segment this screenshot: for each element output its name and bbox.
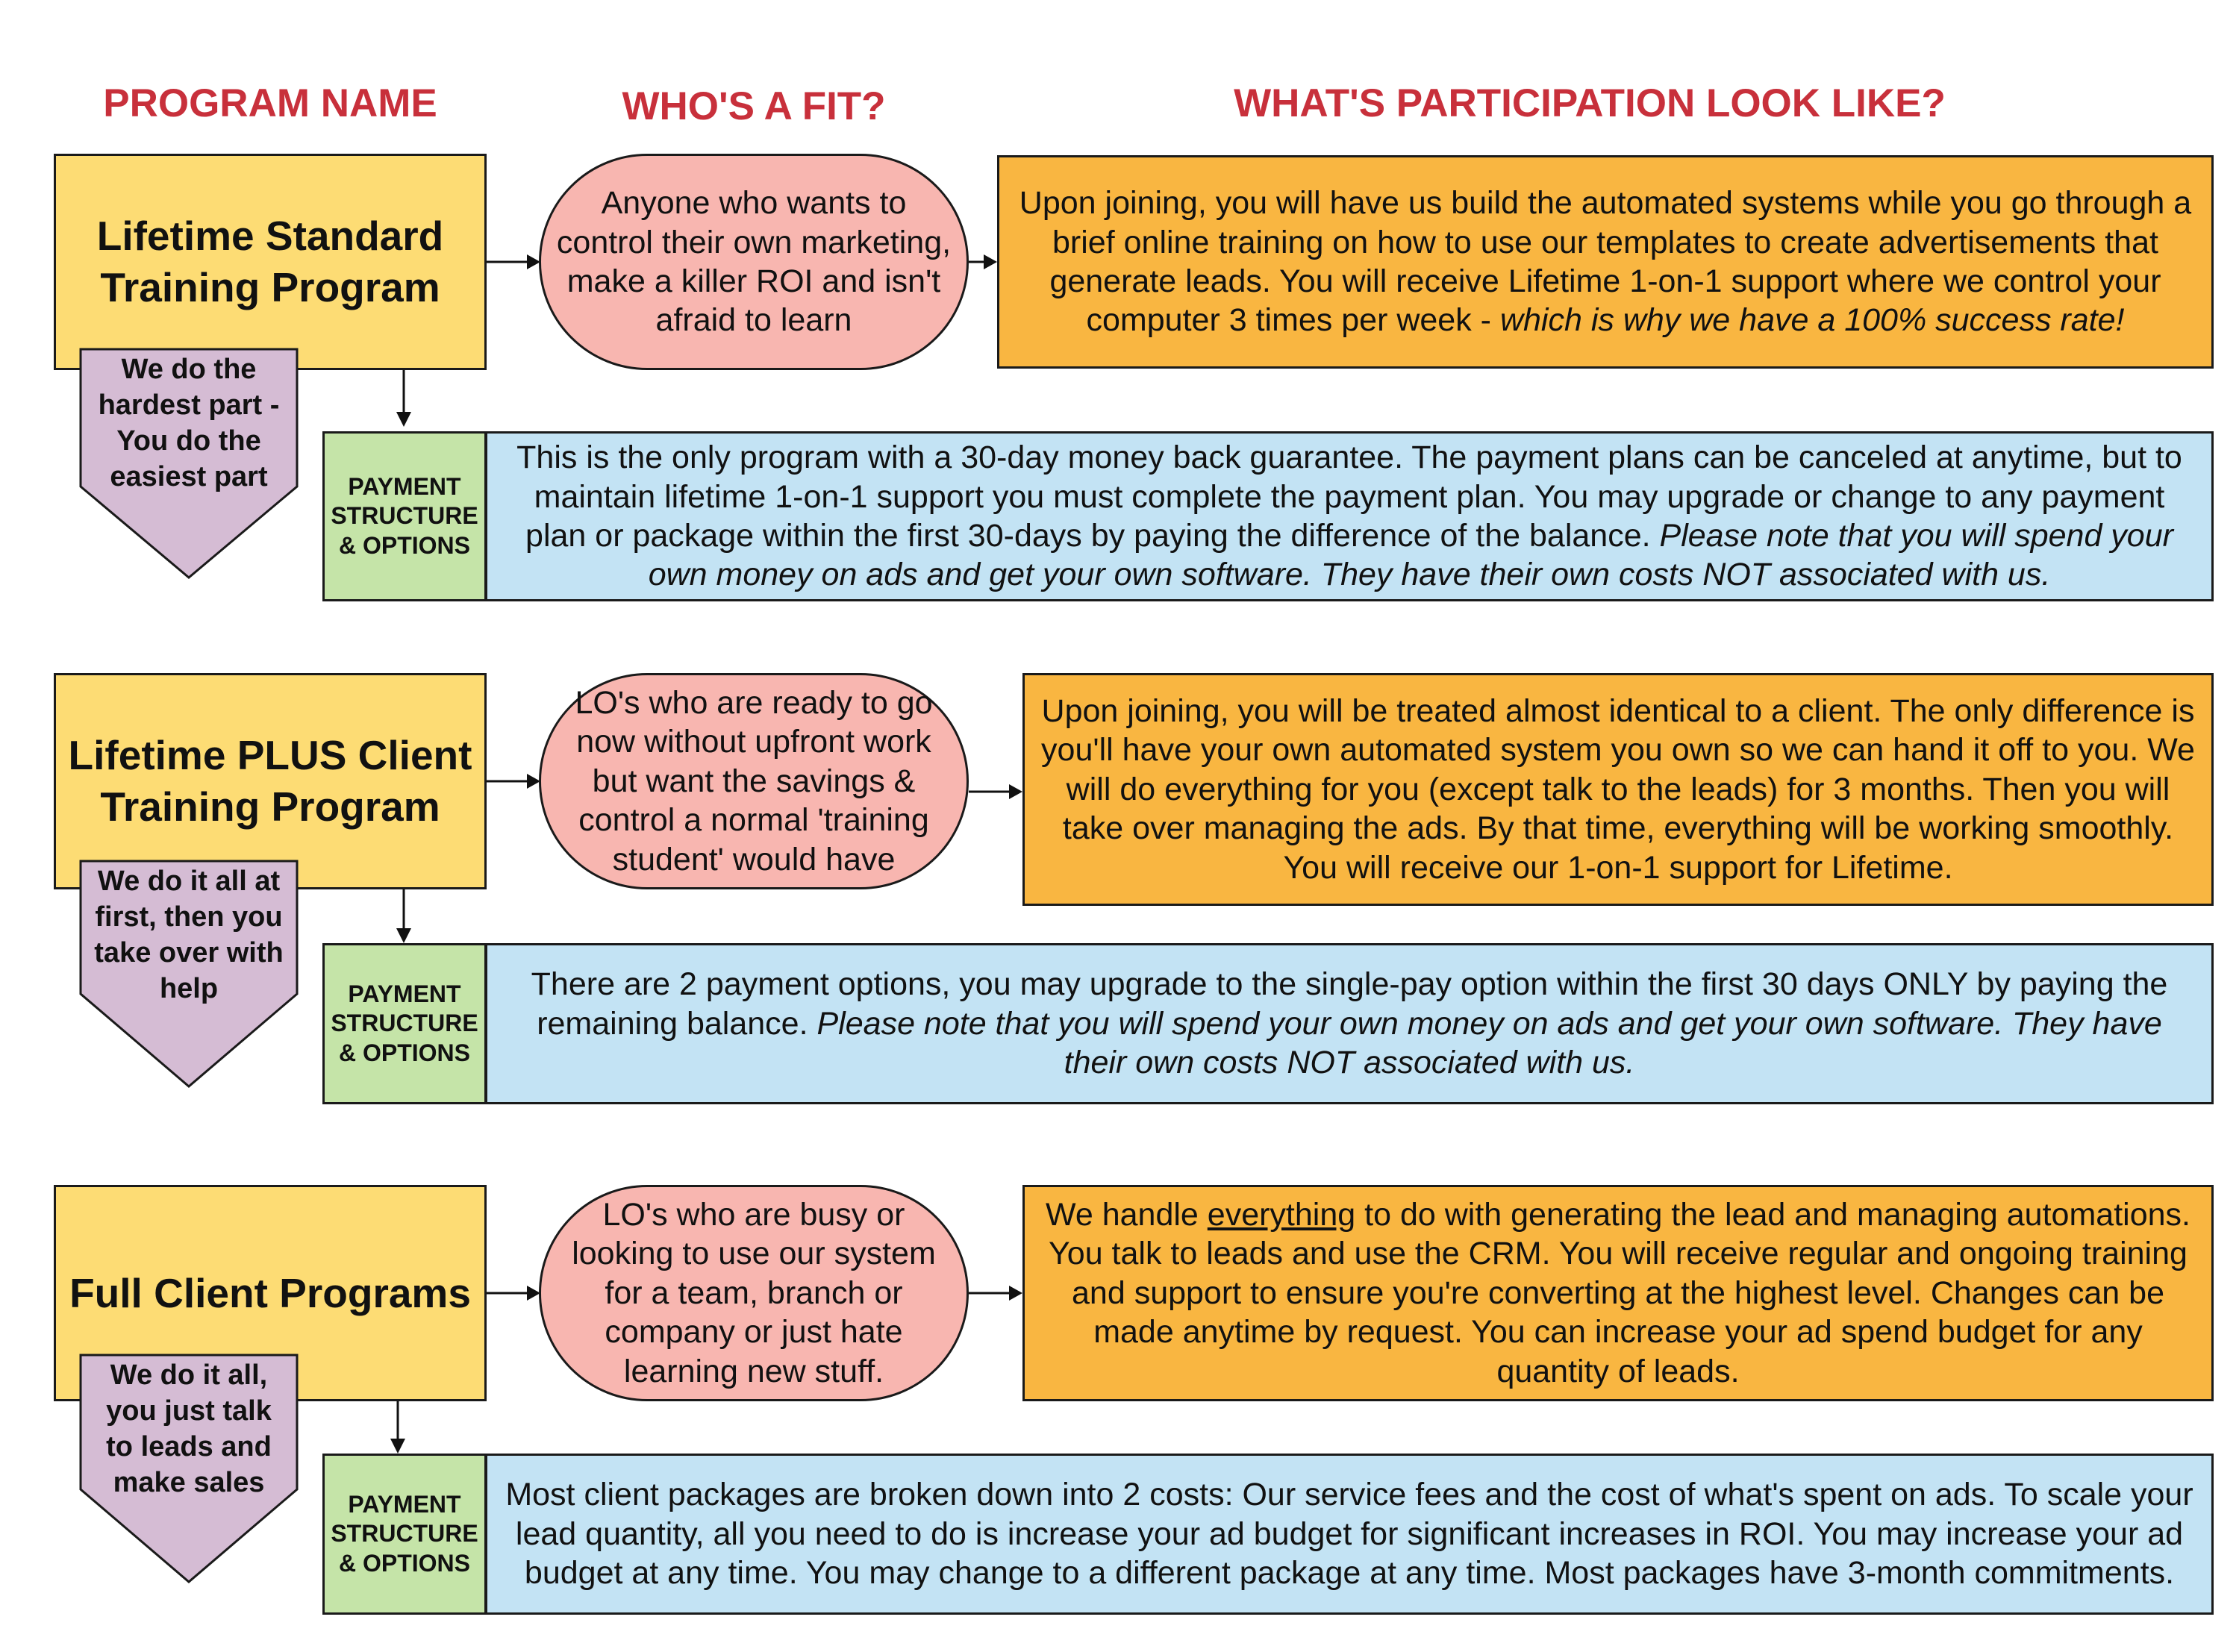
callout-text: We do the hardest part - You do the easiest part: [98, 354, 280, 492]
payment-text-box: [485, 943, 2214, 1104]
header-program-name: PROGRAM NAME: [103, 81, 437, 125]
participation-box: [1022, 1185, 2214, 1401]
header-whos-a-fit: WHO'S A FIT?: [622, 84, 886, 128]
fit-box: LO's who are busy or looking to use our system for a team, branch or company or just hate learning new stuff.: [539, 1185, 969, 1401]
payment-label-box: PAYMENT STRUCTURE & OPTIONS: [322, 1454, 487, 1615]
arrow-connector: [969, 1283, 1022, 1303]
payment-label-box: PAYMENT STRUCTURE & OPTIONS: [322, 431, 487, 601]
payment-text-box: [485, 431, 2214, 601]
arrow-connector: [969, 782, 1022, 801]
arrow-down-connector: [394, 370, 413, 427]
fit-box: LO's who are ready to go now without upfront work but want the savings & control a normal 'training student' would have: [539, 673, 969, 889]
participation-box: Upon joining, you will be treated almost identical to a client. The only difference is you'll have your own automated system you own so we can hand it off to you. We will do everything for you (except talk to the leads) for 3 months. Then you will take over managing the ads. By that time, everything will be working smoothly. You will receive our 1-on-1 support for Lifetime.: [1022, 673, 2214, 906]
participation-italic-text: which is why we have a 100% success rate!: [1499, 302, 2125, 339]
payment-italic-text: Please note that you will spend your own money on ads and get your own software. They have their own costs NOT associated with us.: [648, 518, 2173, 593]
callout-text: We do it all, you just talk to leads and make sales: [106, 1360, 272, 1498]
callout-pentagon: [79, 860, 299, 1088]
arrow-down-connector: [394, 889, 413, 943]
program-name-box: Lifetime Standard Training Program: [54, 154, 487, 370]
arrow-down-connector: [388, 1401, 407, 1454]
callout-pentagon: [79, 1354, 299, 1583]
payment-text-box: Most client packages are broken down into 2 costs: Our service fees and the cost of what's spent on ads. To scale your lead quantity, all you need to do is increase your ad budget for significant increases in ROI. You may increase your ad budget at any time. You may change to a different package at any time. Most packages have 3-month commitments.: [485, 1454, 2214, 1615]
callout-text: We do it all at first, then you take over with help: [94, 866, 284, 1004]
participation-text: We handle: [1046, 1196, 1208, 1233]
payment-label-box: PAYMENT STRUCTURE & OPTIONS: [322, 943, 487, 1104]
participation-text: Upon joining, you will have us build the automated systems while you go through a brief online training on how to use our templates to create advertisements that generate leads. You will receive Lifetime 1-on-1 support where we control your computer 3 times per week -: [1019, 185, 2192, 339]
arrow-connector: [487, 1283, 540, 1303]
payment-text: This is the only program with a 30-day money back guarantee. The payment plans can be canceled at anytime, but to maintain lifetime 1-on-1 support you must complete the payment plan. You may upgrade or change to any payment plan or package within the first 30-days by paying the difference of the balance.: [516, 439, 2182, 554]
payment-italic-text: Please note that you will spend your own money on ads and get your own software. They have their own costs NOT associated with us.: [816, 1005, 2162, 1081]
payment-text: There are 2 payment options, you may upgrade to the single-pay option within the first 30 days ONLY by paying the remaining balance.: [531, 966, 2168, 1042]
program-name-box: Lifetime PLUS Client Training Program: [54, 673, 487, 889]
program-name-box: Full Client Programs: [54, 1185, 487, 1401]
arrow-connector: [487, 772, 540, 791]
fit-box: Anyone who wants to control their own marketing, make a killer ROI and isn't afraid to learn: [539, 154, 969, 370]
header-participation: WHAT'S PARTICIPATION LOOK LIKE?: [1234, 81, 1946, 125]
participation-box: [997, 155, 2214, 369]
arrow-connector: [487, 252, 540, 272]
participation-underline-text: everything: [1207, 1196, 1356, 1233]
participation-text-rest: to do with generating the lead and managing automations. You talk to leads and use the CRM. You will receive regular and ongoing training and support to ensure you're converting at the highest level. Changes can be made anytime by request. You can increase your ad spend budget for any quantity of leads.: [1049, 1196, 2190, 1389]
arrow-connector: [969, 252, 997, 272]
callout-pentagon: [79, 348, 299, 579]
